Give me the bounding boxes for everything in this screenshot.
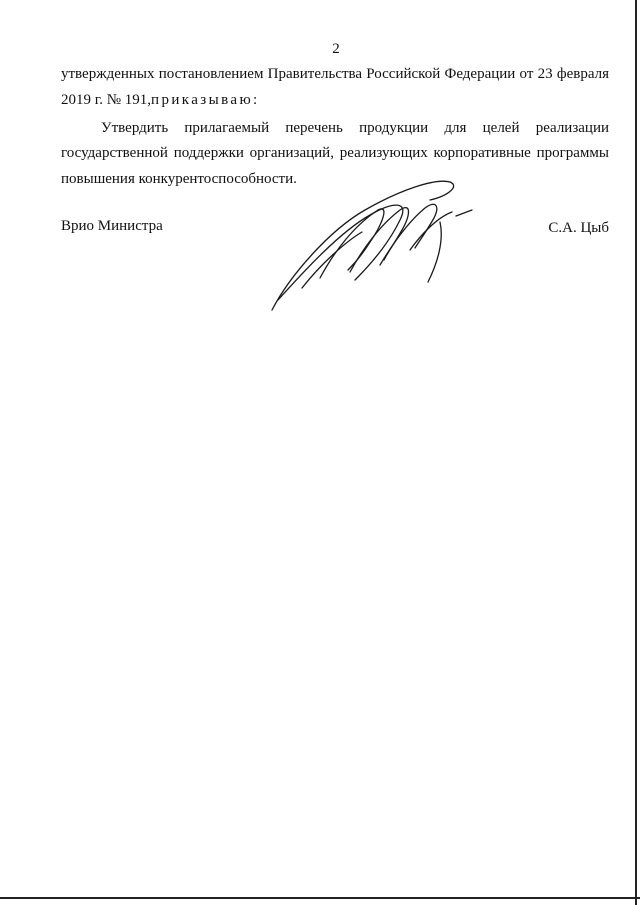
page-number: 2	[332, 41, 340, 57]
handwritten-signature	[260, 170, 490, 320]
order-reference: 2019 г. № 191,	[61, 92, 152, 108]
body-line-2	[61, 91, 260, 109]
order-verb: приказываю:	[151, 92, 260, 108]
scan-edge-right	[635, 0, 637, 905]
body-paragraph-2-line-1: Утвердить прилагаемый перечень продукции для целей реализации	[101, 120, 609, 136]
body-line-1: утвержденных постановлением Правительства Российской Федерации от 23 февраля	[61, 66, 609, 82]
scan-edge-bottom	[0, 897, 640, 899]
body-paragraph-2-line-2: государственной поддержки организаций, реализующих корпоративные программы	[61, 145, 609, 161]
signer-name: С.А. Цыб	[548, 220, 609, 236]
signer-title: Врио Министра	[61, 218, 163, 234]
body-paragraph-2-line-3: повышения конкурентоспособности.	[61, 171, 297, 187]
